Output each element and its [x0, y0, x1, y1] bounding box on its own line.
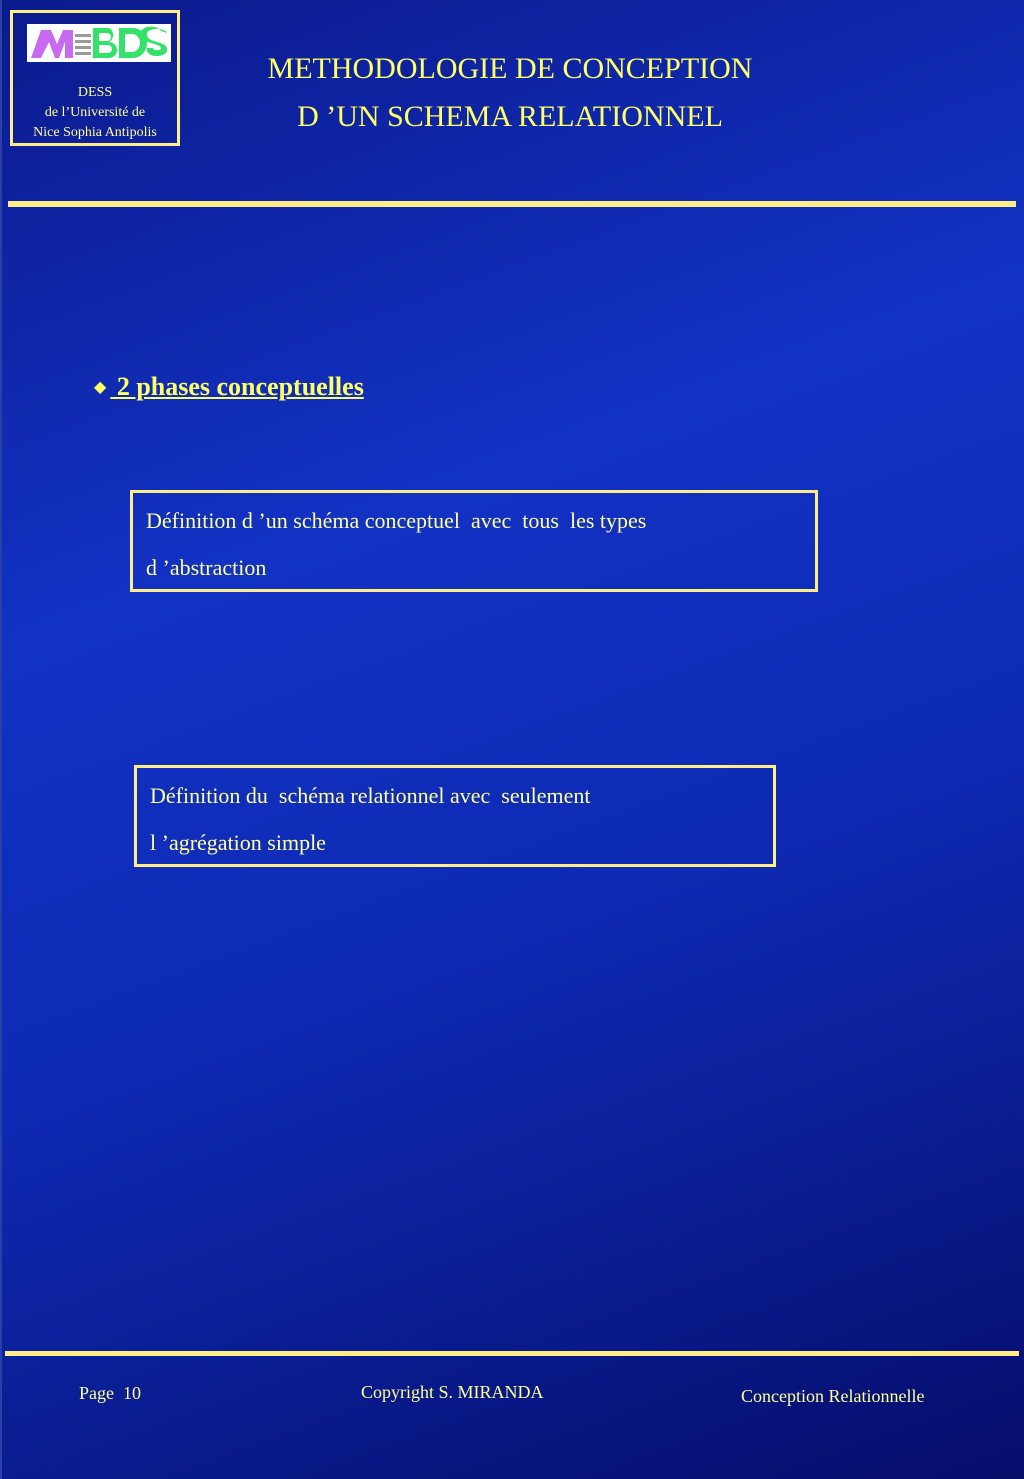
footer-topic: Conception Relationnelle: [741, 1386, 925, 1406]
logo-line-dess: DESS: [77, 85, 113, 100]
footer-divider: [5, 1351, 1019, 1356]
footer-page-number: Page 10: [79, 1383, 141, 1403]
phase-box-relationnel-line1: Définition du schéma relationnel avec seulement: [150, 783, 591, 808]
phases-heading: [94, 372, 364, 402]
logo-box: [10, 10, 180, 146]
diamond-bullet-icon: ◆: [94, 379, 107, 396]
slide-title-line1: METHODOLOGIE DE CONCEPTION: [267, 52, 753, 85]
logo-line-nice: Nice Sophia Antipolis: [33, 125, 157, 140]
footer-copyright: Copyright S. MIRANDA: [361, 1382, 544, 1402]
phase-box-conceptuel-line2: d ’abstraction: [146, 555, 267, 580]
slide-left-edge: [0, 0, 2, 1479]
phase-box-conceptuel: [130, 490, 818, 592]
phase-box-relationnel: [134, 765, 776, 867]
phase-box-relationnel-line2: l ’agrégation simple: [150, 830, 326, 855]
phases-heading-label: 2 phases conceptuelles: [110, 372, 364, 401]
logo-line-universite: de l’Université de: [44, 105, 146, 120]
mbds-logo: [27, 24, 171, 62]
header-divider: [8, 201, 1016, 207]
slide-title-line2: D ’UN SCHEMA RELATIONNEL: [297, 100, 723, 133]
phase-box-conceptuel-line1: Définition d ’un schéma conceptuel avec tous les types: [146, 508, 647, 533]
